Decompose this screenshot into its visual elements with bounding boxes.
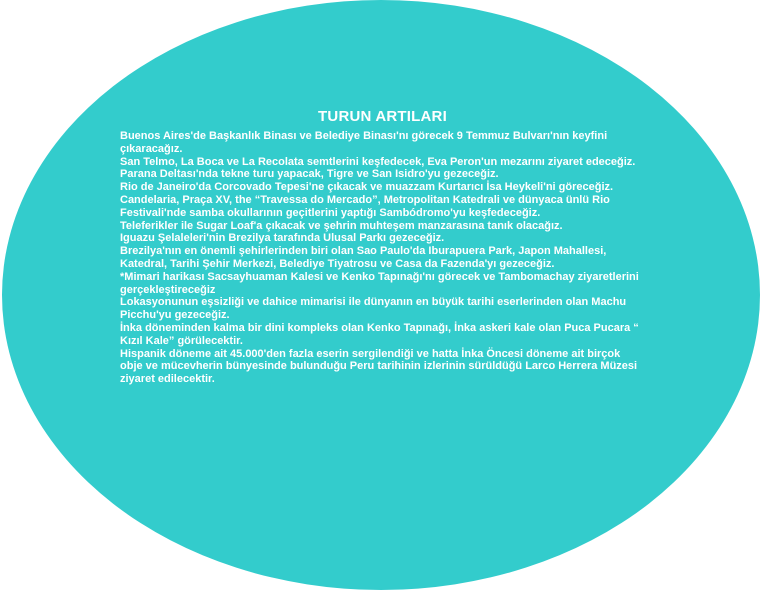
list-item: Rio de Janeiro'da Corcovado Tepesi'ne çıkacak ve muazzam Kurtarıcı İsa Heykeli'ni göreceğiz. — [120, 181, 614, 194]
list-item: İnka döneminden kalma bir dini kompleks olan Kenko Tapınağı, İnka askeri kale olan Puca Pucara “ Kızıl Kale” görülecektir. — [120, 321, 639, 347]
page-title: TURUN ARTILARI — [318, 108, 447, 125]
list-item: San Telmo, La Boca ve La Recolata semtlerini keşfedecek, Eva Peron'un mezarını ziyaret edeceğiz. — [120, 155, 636, 168]
list-item: Iguazu Şelaleleri'nin Brezilya tarafında Ulusal Parkı gezeceğiz. — [120, 232, 445, 245]
tour-highlights — [120, 108, 645, 386]
highlights-list — [120, 130, 645, 386]
list-item: Hispanik döneme ait 45.000'den fazla eserin sergilendiği ve hatta İnka Öncesi döneme ait birçok obje ve mücevherin bünyesinde bulunduğu Peru tarihinin izlerinin sürüldüğü Larco Herrera Müzesi ziyaret edilecektir. — [120, 347, 638, 386]
list-item: Lokasyonunun eşsizliği ve dahice mimarisi ile dünyanın en büyük tarihi eserlerinden olan Machu Picchu'yu gezeceğiz. — [120, 296, 627, 322]
list-item: Teleferikler ile Sugar Loaf'a çıkacak ve şehrin muhteşem manzarasına tanık olacağız. — [120, 219, 563, 232]
list-item: Candelaria, Praça XV, the “Travessa do Mercado”, Metropolitan Katedrali ve dünyaca ünlü Rio Festivali'nde samba okullarının geçitlerini yaptığı Sambódromo'yu keşfedeceğiz. — [120, 193, 610, 219]
list-item: *Mimari harikası Sacsayhuaman Kalesi ve Kenko Tapınağı'nı görecek ve Tambomachay ziyaretlerini gerçekleştireceğiz — [120, 270, 639, 296]
list-item: Brezilya'nın en önemli şehirlerinden biri olan Sao Paulo'da Iburapuera Park, Japon Mahallesi, Katedral, Tarihi Şehir Merkezi, Belediye Tiyatrosu ve Casa da Fazenda'yı gezeceğiz. — [120, 245, 607, 270]
list-item: Parana Deltası'nda tekne turu yapacak, Tigre ve San Isidro'yu gezeceğiz. — [120, 168, 499, 181]
list-item: Buenos Aires'de Başkanlık Binası ve Belediye Binası'nı görecek 9 Temmuz Bulvarı'nın keyfini çıkaracağız. — [120, 130, 608, 155]
